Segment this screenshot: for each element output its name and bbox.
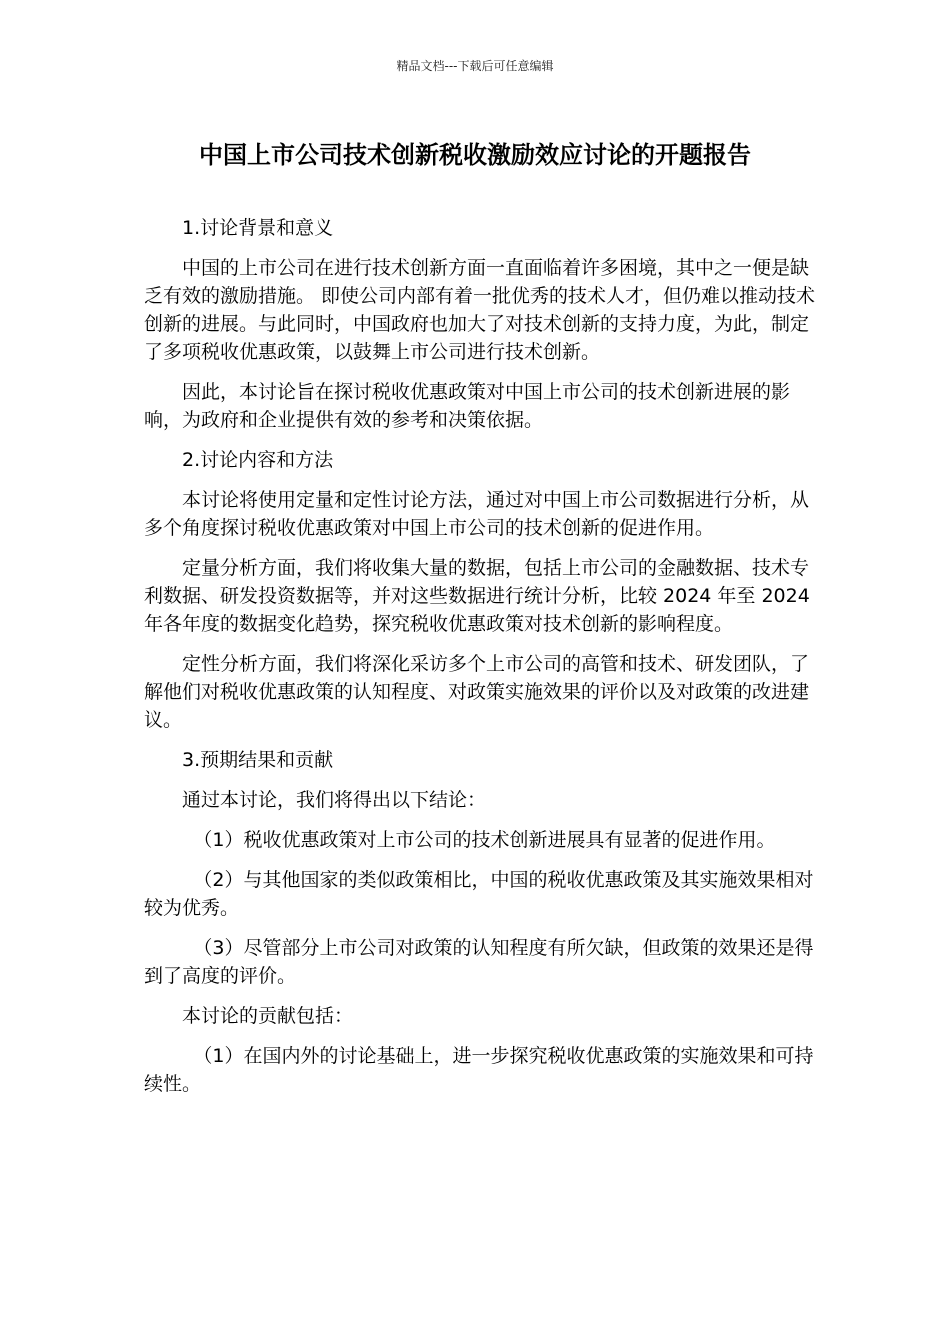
document-title: 中国上市公司技术创新税收激励效应讨论的开题报告 (199, 141, 751, 169)
list-item: （1）税收优惠政策对上市公司的技术创新进展具有显著的促进作用。 (193, 829, 776, 851)
paragraph: 因此，本讨论旨在探讨税收优惠政策对中国上市公司的技术创新进展的影响，为政府和企业提供有效的参考和决策依据。 (144, 381, 791, 431)
paragraph: 定性分析方面，我们将深化采访多个上市公司的高管和技术、研发团队，了解他们对税收优惠政策的认知程度、对政策实施效果的评价以及对政策的改进建议。 (144, 653, 810, 731)
list-item: （3）尽管部分上市公司对政策的认知程度有所欠缺，但政策的效果还是得到了高度的评价。 (144, 937, 814, 987)
paragraph: 本讨论的贡献包括： (182, 1005, 354, 1027)
paragraph: 本讨论将使用定量和定性讨论方法，通过对中国上市公司数据进行分析，从多个角度探讨税收优惠政策对中国上市公司的技术创新的促进作用。 (144, 489, 810, 539)
section-heading-expected-results: 3.预期结果和贡献 (182, 749, 334, 771)
list-item: （1）在国内外的讨论基础上，进一步探究税收优惠政策的实施效果和可持续性。 (144, 1045, 814, 1095)
section-heading-content-method: 2.讨论内容和方法 (182, 449, 334, 471)
list-item: （2）与其他国家的类似政策相比，中国的税收优惠政策及其实施效果相对较为优秀。 (144, 869, 814, 919)
section-heading-background: 1.讨论背景和意义 (182, 217, 334, 239)
paragraph: 定量分析方面，我们将收集大量的数据，包括上市公司的金融数据、技术专利数据、研发投资数据等，并对这些数据进行统计分析，比较 2024 年至 2024 年各年度的数据变化趋势，探究税收优惠政策对技术创新的影响程度。 (144, 557, 810, 635)
paragraph: 中国的上市公司在进行技术创新方面一直面临着许多困境，其中之一便是缺乏有效的激励措施。 即使公司内部有着一批优秀的技术人才，但仍难以推动技术创新的进展。与此同时，中国政府也加大了对技术创新的支持力度，为此，制定了多项税收优惠政策，以鼓舞上市公司进行技术创新。 (144, 257, 816, 363)
document-body (144, 214, 820, 1110)
paragraph: 通过本讨论，我们将得出以下结论： (182, 789, 487, 811)
page-header: 精品文档---下载后可任意编辑 (396, 59, 554, 73)
